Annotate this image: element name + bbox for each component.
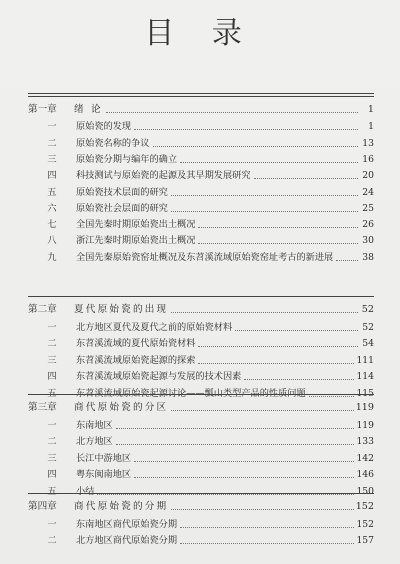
- dot-leader: [254, 177, 358, 179]
- entry-number: 四: [47, 469, 57, 481]
- entry-number: 二: [47, 436, 57, 448]
- entry-number: 二: [47, 137, 57, 149]
- entry-number: 六: [47, 202, 57, 214]
- entry-number: 三: [47, 354, 57, 366]
- toc-entry[interactable]: [28, 465, 374, 481]
- dot-leader: [180, 542, 354, 544]
- entry-number: 二: [47, 338, 57, 350]
- dot-leader: [198, 345, 358, 347]
- chapter-title: 绪 论: [74, 104, 103, 115]
- toc-entry[interactable]: [28, 416, 374, 432]
- chapter-title: 商代原始瓷的分区: [74, 402, 169, 413]
- toc-entry[interactable]: [28, 318, 374, 334]
- page-title: 目 录: [144, 16, 256, 51]
- entry-number: 七: [47, 219, 57, 231]
- entry-number: 一: [47, 518, 57, 530]
- entry-title: 东苕溪流域原始瓷起源的探索: [76, 354, 196, 366]
- entry-title: 北方地区夏代及夏代之前的原始瓷材料: [76, 321, 233, 333]
- entry-number: 一: [47, 419, 57, 431]
- page-number: 111: [356, 354, 374, 366]
- page-number: 13: [362, 137, 374, 149]
- dot-leader: [171, 409, 353, 411]
- entry-title: 科技测试与原始瓷的起源及其早期发展研究: [76, 170, 251, 182]
- chapter-number: 第四章: [28, 501, 57, 512]
- page-number: 114: [356, 371, 374, 383]
- entry-title: 东苕溪流域的夏代原始瓷材料: [76, 338, 196, 350]
- entry-title: 浙江先秦时期原始瓷出土概况: [76, 235, 196, 247]
- dot-leader: [116, 443, 355, 445]
- dot-leader: [171, 194, 358, 196]
- entry-title: 东南地区: [76, 419, 113, 431]
- page-number: 150: [356, 486, 374, 497]
- dot-leader: [180, 526, 354, 528]
- entry-title: 全国先秦原始瓷窑址概况及东苕溪流域原始瓷窑址考古的新进展: [76, 251, 334, 263]
- toc-entry[interactable]: [28, 449, 374, 465]
- dot-leader: [116, 427, 355, 429]
- dot-leader: [153, 145, 359, 147]
- dot-leader: [235, 329, 358, 331]
- page-number: 119: [356, 419, 374, 431]
- chapter-number: 第二章: [28, 304, 57, 315]
- dot-leader: [198, 362, 354, 364]
- page-number: 119: [355, 402, 374, 413]
- toc-entry[interactable]: [28, 482, 374, 498]
- toc-entry[interactable]: [28, 231, 374, 247]
- page-number: 30: [362, 235, 374, 247]
- entry-title: 原始瓷名称的争议: [76, 137, 150, 149]
- toc-entry[interactable]: [28, 334, 374, 350]
- toc-entry[interactable]: [28, 215, 374, 231]
- entry-title: 小结: [76, 486, 95, 497]
- entry-title: 粤东闽南地区: [76, 469, 132, 481]
- entry-title: 北方地区商代原始瓷分期: [76, 535, 178, 547]
- entry-number: 五: [47, 486, 57, 497]
- toc-entry[interactable]: [28, 134, 374, 150]
- toc-entry[interactable]: [28, 150, 374, 166]
- dot-leader: [171, 311, 358, 313]
- page-number: 133: [356, 436, 374, 448]
- entry-title: 原始瓷技术层面的研究: [76, 186, 168, 198]
- page-number: 115: [356, 388, 374, 399]
- entry-title: 全国先秦时期原始瓷出土概况: [76, 219, 196, 231]
- entry-number: 五: [47, 388, 57, 399]
- toc-entry[interactable]: [28, 166, 374, 182]
- page-number: 20: [362, 170, 374, 182]
- dot-leader: [171, 210, 358, 212]
- chapter-separator: [28, 296, 374, 297]
- chapter-separator: [28, 493, 374, 494]
- page-number: 1: [368, 121, 374, 133]
- entry-title: 东南地区商代原始瓷分期: [76, 518, 178, 530]
- toc-entry[interactable]: [28, 351, 374, 367]
- entry-title: 原始瓷的发现: [76, 121, 132, 133]
- toc-entry[interactable]: [28, 199, 374, 215]
- toc-entry[interactable]: [28, 367, 374, 383]
- entry-number: 五: [47, 186, 57, 198]
- entry-title: 原始瓷社会层面的研究: [76, 202, 168, 214]
- chapter-separator: [28, 394, 374, 395]
- entry-number: 一: [47, 121, 57, 133]
- page-number: 16: [362, 153, 374, 165]
- page-number: 152: [355, 501, 374, 512]
- dot-leader: [244, 378, 354, 380]
- dot-leader: [336, 259, 358, 261]
- entry-title: 北方地区: [76, 436, 113, 448]
- chapter-number: 第一章: [28, 104, 57, 115]
- page-number: 25: [362, 202, 374, 214]
- chapter-title: 夏代原始瓷的出现: [74, 304, 169, 315]
- dot-leader: [134, 476, 354, 478]
- entry-number: 三: [47, 153, 57, 165]
- dot-leader: [180, 161, 358, 163]
- entry-number: 一: [47, 321, 57, 333]
- page-number: 52: [362, 321, 374, 333]
- entry-number: 四: [47, 170, 57, 182]
- dot-leader: [309, 395, 355, 397]
- entry-number: 九: [47, 251, 57, 263]
- dot-leader: [106, 111, 358, 113]
- chapter-heading[interactable]: [28, 497, 374, 513]
- entry-title: 东苕溪流域原始瓷起源讨论——瓢山类型产品的性质问题: [76, 388, 306, 399]
- entry-title: 原始瓷分期与编年的确立: [76, 153, 178, 165]
- chapter-title: 商代原始瓷的分期: [74, 501, 169, 512]
- page-number: 152: [356, 518, 374, 530]
- entry-title: 长江中游地区: [76, 452, 132, 464]
- entry-title: 东苕溪流域原始瓷起源与发展的技术因素: [76, 371, 242, 383]
- entry-number: 四: [47, 371, 57, 383]
- dot-leader: [134, 460, 354, 462]
- toc-entry[interactable]: [28, 515, 374, 531]
- page-number: 1: [367, 104, 374, 115]
- toc-entry[interactable]: [28, 248, 374, 264]
- page-number: 24: [362, 186, 374, 198]
- chapter-heading[interactable]: [28, 300, 374, 316]
- chapter-number: 第三章: [28, 402, 57, 413]
- page-number: 54: [362, 338, 374, 350]
- dot-leader: [198, 242, 358, 244]
- entry-number: 二: [47, 535, 57, 547]
- page-number: 38: [362, 251, 374, 263]
- chapter-heading[interactable]: [28, 398, 374, 414]
- dot-leader: [134, 128, 358, 130]
- toc-entry[interactable]: [28, 117, 374, 133]
- page-number: 146: [356, 469, 374, 481]
- page-number: 52: [361, 304, 374, 315]
- dot-leader: [171, 508, 353, 510]
- toc-entry[interactable]: [28, 531, 374, 547]
- toc-entry[interactable]: [28, 432, 374, 448]
- entry-number: 八: [47, 235, 57, 247]
- entry-number: 三: [47, 452, 57, 464]
- page-number: 157: [356, 535, 374, 547]
- page-number: 142: [356, 452, 374, 464]
- toc-entry[interactable]: [28, 183, 374, 199]
- page-number: 26: [362, 219, 374, 231]
- chapter-heading[interactable]: [28, 100, 374, 116]
- dot-leader: [198, 226, 358, 228]
